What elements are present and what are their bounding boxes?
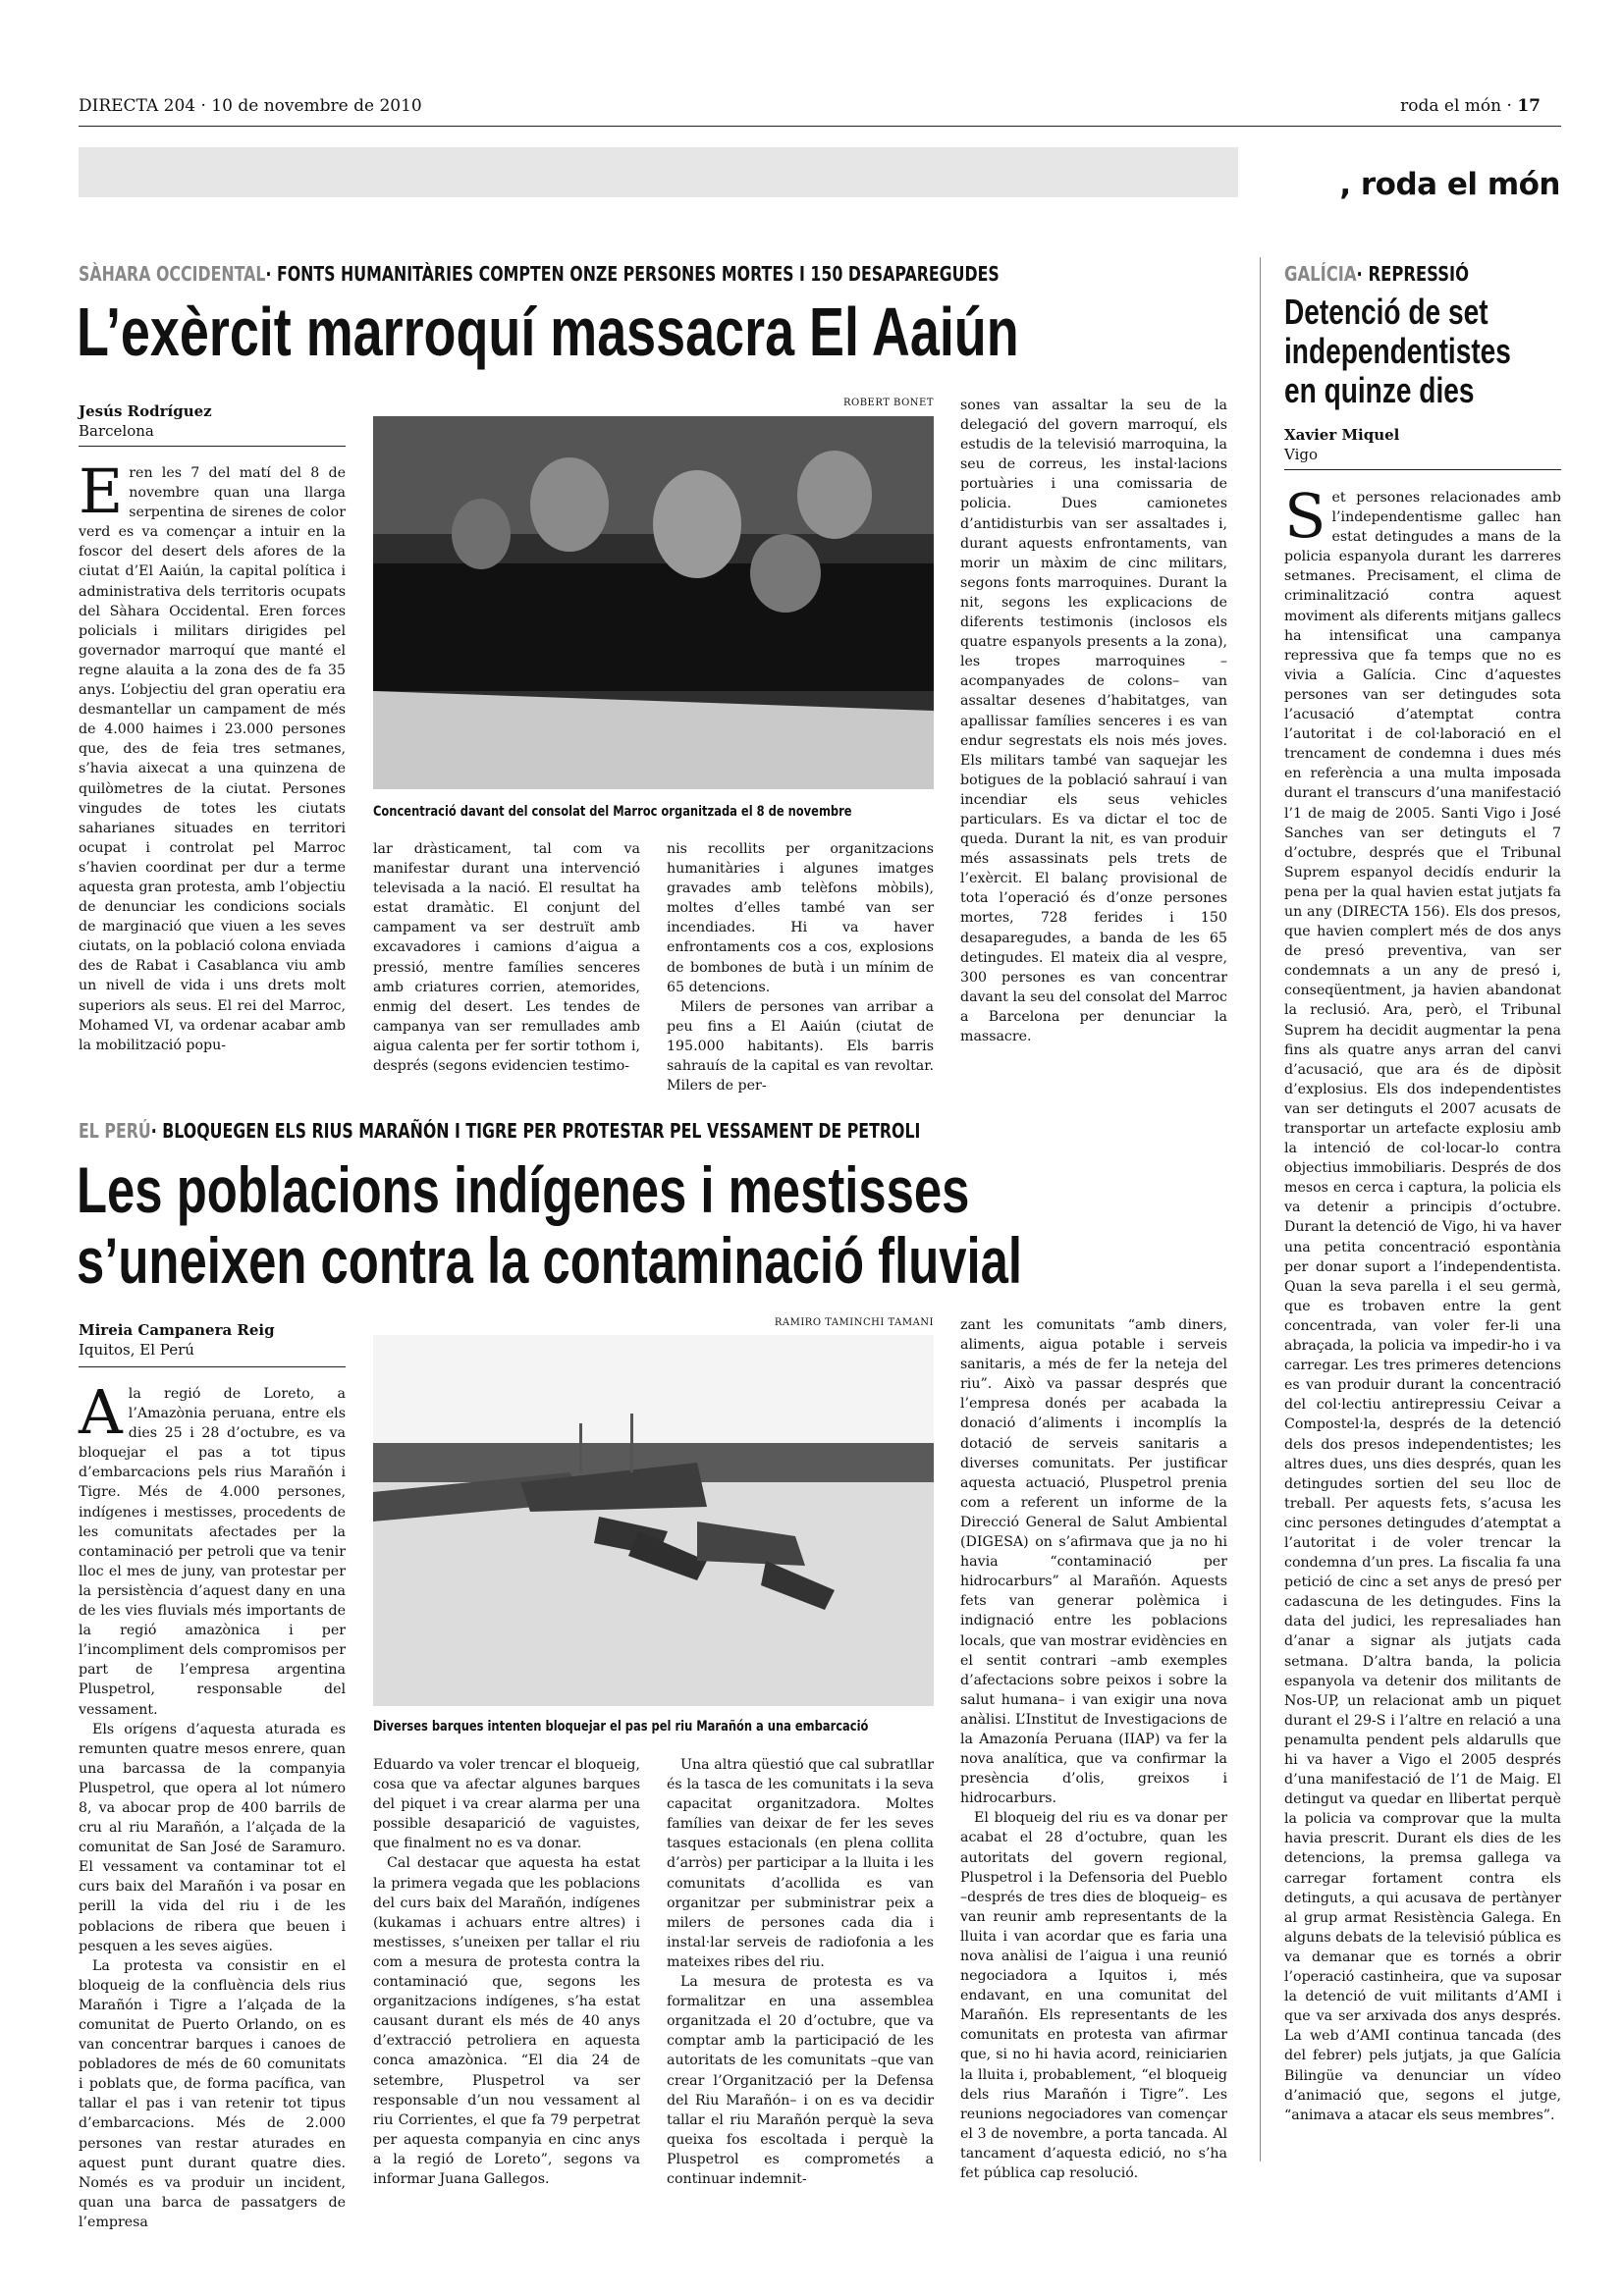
article1-headline: L’exèrcit marroquí massacra El Aaiún [77, 294, 1019, 370]
article1-kicker-text: · FONTS HUMANITÀRIES COMPTEN ONZE PERSONES MORTES I 150 DESAPAREGUDES [265, 262, 1000, 286]
article1-col3-p1: nis recollits per organitzacions humanitàries i algunes imatges gravades amb telèfons mòbils), moltes d’elles també van ser incendiades. Hi va haver enfrontaments cos a cos, explosions de bombones de butà i un mínim de 65 detencions. [667, 841, 934, 995]
article2-caption: Diverses barques intenten bloquejar el pas pel riu Marañón a una embarcació [373, 1719, 869, 1735]
article3-location: Vigo [1284, 446, 1318, 463]
article2-author: Mireia Campanera Reig [79, 1321, 275, 1339]
article3-column [1284, 480, 1561, 2181]
article1-col1-text: ren les 7 del matí del 8 de novembre quan una llarga serpentina de sirenes de color verd es va començar a intuir en la foscor del desert dels afores de la ciutat d’El Aaiún, la capital política i administrativa dels territoris ocupats del Sàhara Occidental. Eren forces policials i militars dirigides pel governador marroquí que manté el regne alauita a la zona des de fa 35 anys. L’objectiu del gran operatiu era desmantellar un campament de més de 4.000 haimes i 23.000 persones que, des de feia tres setmanes, s’havia aixecat a una quinzena de quilòmetres de la ciutat. Persones vingudes de totes les ciutats saharianes situades en territori ocupat i controlat pel Marroc s’havien coordinat per dur a terme aquesta gran protesta, amb l’objectiu de denunciar les condicions socials de marginació que viuen a les seves ciutats, on la població colona enviada des de Rabat i Casablanca viu amb un nivell de vida i uns drets molt superiors als seus. El rei del Marroc, Mohamed VI, va ordenar acabar amb la mobilització popu- [79, 465, 346, 1053]
article1-byline [79, 401, 344, 441]
article2-col2-p2: Cal destacar que aquesta ha estat la primera vegada que les poblacions del curs baix del Marañón, indígenes (kukamas i achuars entre altres) i mestisses, s’uneixen per tallar el riu com a mesura de protesta contra la contaminació que, segons les organitzacions indígenes, s’ha estat causant durant els més de 40 anys d’extracció petroliera en aquesta conca amazònica. “El dia 24 de setembre, Pluspetrol va ser responsable d’un nou vessament al riu Corrientes, el que fa 79 perpetrat per aquesta companyia en cinc anys a la regió de Loreto”, segons va informar Juana Gallegos. [373, 1855, 640, 2187]
section-band [79, 147, 1238, 197]
article1-col3-p2: Milers de persones van arribar a peu fins a El Aaiún (ciutat de 195.000 habitants). Els barris sahrauís de la capital es van revoltar. Milers de per- [667, 998, 934, 1095]
article1-kicker [79, 262, 1000, 286]
page-number: 17 [1517, 96, 1541, 116]
article3-kicker [1284, 262, 1469, 286]
article2-headline-line1: Les poblacions indígenes i mestisses [77, 1153, 970, 1226]
article2-col4-p2: El bloqueig del riu es va donar per acabat el 28 d’octubre, quan les autoritats del govern regional, Pluspetrol i la Defensoria del Pueblo –després de tres dies de bloqueig– es van reunir amb representants de la lluita i van acordar que es faria una nova anàlisi de l’aigua i una reunió negociadora a Iquitos i, més endavant, en una comunitat del Marañón. Els representants de les comunitats en protesta van afirmar que, si no hi havia acord, reiniciarien la lluita i, probablement, “el bloqueig dels rius Marañón i Tigre”. Les reunions negociadores van començar el 3 de novembre, a porta tancada. Al tancament d’aquesta edició, no s’ha fet pública cap resolució. [960, 1810, 1227, 2182]
article3-byline [1284, 425, 1559, 464]
article3-headline [1284, 293, 1511, 410]
section-band-title: , roda el món [1339, 167, 1560, 202]
article3-byline-rule [1284, 469, 1561, 470]
article3-headline-line1: Detenció de set [1284, 292, 1488, 332]
article2-column-3 [667, 1755, 934, 2187]
article1-caption: Concentració davant del consolat del Marroc organitzada el 8 de novembre [373, 804, 852, 820]
running-head-left: DIRECTA 204 · 10 de novembre de 2010 [79, 96, 422, 116]
article2-kicker-text: · BLOQUEGEN ELS RIUS MARAÑÓN I TIGRE PER PROTESTAR PEL VESSAMENT DE PETROLI [150, 1119, 921, 1143]
article2-column-1 [79, 1376, 346, 2230]
article1-col2-text: lar dràsticament, tal com va manifestar durant una intervenció televisada a la nació. El resultat ha estat dramàtic. El conjunt del campament va ser destruït amb excavadores i camions d’aigua a pressió, mentre famílies senceres amb criatures corrien, atemorides, enmig del desert. Les tendes de campanya van ser remullades amb aigua calenta per fer sortir tothom i, després (segons evidencien testimo- [373, 841, 640, 1075]
article2-col3-p2: La mesura de protesta es va formalitzar en una assemblea organitzada el 20 d’octubre, que va comptar amb la participació de les autoritats de les comunitats –que van crear l’Organització per la Defensa del Riu Marañón– i on es va decidir tallar el riu Marañón perquè la seva queixa fos escoltada i perquè la Pluspetrol es comprometés a continuar indemnit- [667, 1974, 934, 2187]
article2-column-4 [960, 1315, 1227, 2182]
article2-headline [77, 1154, 1022, 1296]
article1-photo [373, 416, 934, 789]
article1-kicker-section: SÀHARA OCCIDENTAL [79, 262, 266, 286]
article2-kicker-section: EL PERÚ [79, 1119, 151, 1143]
article1-byline-rule [79, 446, 346, 447]
article1-dropcap: E [79, 455, 124, 527]
article3-headline-line3: en quinze dies [1284, 370, 1475, 410]
article2-dropcap: A [79, 1376, 123, 1448]
article2-col1-p2: Els orígens d’aquesta aturada es remunten quatre mesos enrere, quan una barcassa de la companyia Pluspetrol, que opera al lot número 8, va abocar prop de 400 barrils de cru al riu Marañón, a l’alçada de la comunitat de San José de Saramuro. El vessament va contaminar tot el curs baix del Marañón i va posar en perill la vida del riu i de les poblacions de ribera que beuen i pesquen a les seves aigües. [79, 1721, 346, 1954]
article2-byline-rule [79, 1366, 346, 1367]
article1-author: Jesús Rodríguez [79, 402, 212, 420]
article1-column-3 [667, 839, 934, 1095]
article1-col4-text: sones van assaltar la seu de la delegació del govern marroquí, els estudis de la televisió marroquina, la seu de correus, les instal·lacions portuàries i una comissaria de policia. Dues camionetes d’antidisturbis van ser assaltades i, durant aquests enfrontaments, van morir un màxim de cinc militars, segons fonts marroquines. Durant la nit, segons les explicacions de diferents testimonis (inclosos els quatre espanyols presents a la zona), les tropes marroquines –acompanyades de colons– van assaltar desenes d’habitatges, van apallissar famílies senceres i es van endur segrestats els nois més joves. Els militars també van saquejar les botigues de la població sahrauí i van incendiar els seus vehicles particulars. Es va dictar el toc de queda. Durant la nit, es van produir més assassinats pels trets de l’exèrcit. El balanç provisional de tota l’operació és d’onze persones mortes, 728 ferides i 150 desaparegudes, a banda de les 65 detingudes. El mateix dia al vespre, 300 persones es van concentrar davant la seu del consolat del Marroc a Barcelona per denunciar la massacre. [960, 398, 1227, 1044]
article2-headline-line2: s’uneixen contra la contaminació fluvial [77, 1224, 1023, 1297]
article2-location: Iquitos, El Perú [79, 1341, 194, 1359]
article3-dropcap: S [1284, 480, 1326, 552]
article1-photo-credit: ROBERT BONET [842, 398, 934, 408]
article2-column-2 [373, 1755, 640, 2187]
article2-col1-p1: la regió de Loreto, a l’Amazònia peruana, entre els dies 25 i 28 d’octubre, es va bloquejar el pas a tot tipus d’embarcacions pels rius Marañón i Tigre. Més de 4.000 persones, indígenes i mestisses, procedents de les comunitats afectades per la contaminació per petroli que va tenir lloc el mes de juny, van protestar per la persistència d’aquest dany en una de les vies fluvials més importants de la regió amazònica i per l’incompliment dels compromisos per part de l’empresa argentina Pluspetrol, responsable del vessament. [79, 1386, 346, 1718]
article3-author: Xavier Miquel [1284, 426, 1400, 444]
article2-col1-p3: La protesta va consistir en el bloqueig de la confluència dels rius Marañón i Tigre a l’alçada de la comunitat de Puerto Orlando, on es van concentrar barques i canoes de pobladores de més de 60 comunitats i poblats que, de forma pacífica, van tallar el pas i van retenir tot tipus d’embarcacions. Més de 2.000 persones van restar aturades en aquest punt durant quatre dies. Només es va produir un incident, quan una barca de passatgers de l’empresa [79, 1957, 346, 2230]
protest-photo [373, 416, 934, 789]
article1-column-4 [960, 396, 1227, 1088]
section-name: roda el món [1400, 96, 1502, 116]
article1-location: Barcelona [79, 422, 154, 440]
article2-photo-credit: RAMIRO TAMINCHI TAMANI [774, 1317, 934, 1328]
article2-col3-p1: Una altra qüestió que cal subratllar és la tasca de les comunitats i la seva capacitat organitzadora. Moltes famílies van deixar de fer les seves tasques estacionals (en plena collita d’arròs) per participar a la lluita i les comunitats d’acollida es van organitzar per subministrar peix a milers de persones cada dia i instal·lar serveis de radiofonia a les mateixes ribes del riu. [667, 1757, 934, 1970]
article2-photo [373, 1335, 934, 1706]
article2-kicker [79, 1119, 920, 1143]
header-rule [79, 126, 1561, 127]
article3-headline-line2: independentistes [1284, 331, 1511, 371]
sidebar-divider [1260, 257, 1261, 2162]
article3-kicker-text: · REPRESSIÓ [1356, 262, 1470, 286]
article1-column-2 [373, 839, 640, 1090]
article2-col4-p1: zant les comunitats “amb diners, aliments, aigua potable i serveis sanitaris, a més de fer la neteja del riu”. Això va passar després que l’empresa donés per acabada la donació d’aliments i incomplís la dotació de serveis sanitaris a diverses comunitats. Per justificar aquesta actuació, Pluspetrol prenia com a referent un informe de la Direcció General de Salut Ambiental (DIGESA) on s’afirmava que ja no hi havia “contaminació per hidrocarburs” al Marañón. Aquests fets van generar polèmica i indignació entre les poblacions locals, que van mostrar evidències en el sentit contrari –amb exemples d’afectacions sobre peixos i sobre la salut humana– i van exigir una nova anàlisi. L’Institut de Investigacions de la Amazonía Peruana (IIAP) va fer la nova analítica, que va confirmar la presència d’olis, greixos i hidrocarburs. [960, 1317, 1227, 1807]
article2-col2-p1: Eduardo va voler trencar el bloqueig, cosa que va afectar algunes barques del piquet i va crear alarma per una possible desaparició de vaguistes, que finalment no es va donar. [373, 1757, 640, 1852]
article3-kicker-section: GALÍCIA [1284, 262, 1357, 286]
running-head-right: roda el món · 17 [1400, 96, 1541, 116]
article3-body: et persones relacionades amb l’independentisme gallec han estat detingudes a mans de la policia espanyola durant les darreres setmanes. Precisament, el clima de criminalització contra aquest moviment als diferents mitjans gallecs ha intensificat una campanya repressiva que fa temps que no es vivia a Galícia. Cinc d’aquestes persones van ser detingudes sota l’acusació d’atemptat contra l’autoritat i de col·laboració en el trencament de condemna i dues més en referència a una multa imposada durant el transcurs d’una manifestació l’1 de maig de 2005. Santi Vigo i José Sanches van ser detinguts el 7 d’octubre, després que el Tribunal Suprem espanyol decidís endurir la pena per la qual havien estat jutjats fa un any (DIRECTA 156). Els dos presos, que havien complert més de dos anys de presó preventiva, van ser condemnats a un any de presó i, conseqüentment, ja havien abandonat la reclusió. Ara, però, el Tribunal Suprem ha decidit augmentar la pena fins als quatre anys arran del canvi d’acusació, que ara és de dipòsit d’explosius. Els dos independentistes van ser detinguts el 2007 acusats de transportar un artefacte explosiu amb la intenció de col·locar-lo contra objectius immobiliaris. Després de dos mesos en cerca i captura, la policia els va detenir a principis d’octubre. Durant la detenció de Vigo, hi va haver una petita concentració espontània per donar suport a l’independentista. Quan la seva parella i el seu germà, que es trobaven entre la gent concentrada, van voler fer-li una abraçada, la policia va impedir-ho i va carregar. Les tres primeres detencions es van produir durant la concentració del col·lectiu antirepressiu Ceivar a Compostel·la, després de la detenció dels dos presos independentistes; les altres dues, uns dies després, quan les detingudes sortien del seu lloc de treball. Per aquests fets, s’acusa les cinc persones detingudes d’atemptat a l’autoritat i de voler trencar la condemna d’un pres. La fiscalia fa una petició de cinc a set anys de presó per cadascuna de les detingudes. Fins la data del judici, les represaliades han d’anar a signar als jutjats cada setmana. D’altra banda, la policia espanyola va detenir dos militants de Nos-UP, un relacionat amb un piquet durant el 29-S i l’altre en relació a una penamulta pendent pels aldarulls que hi va haver a Vigo el 2005 després d’una manifestació de l’1 de Maig. El detingut va quedar en llibertat perquè la policia va comprovar que la multa havia prescrit. Durant els dies de les detencions, la premsa gallega va carregar fortament contra els detinguts, a qui acusava de pertànyer al grup armat Resistència Galega. En alguns debats de la televisió pública es va demanar que es tornés a obrir l’operació castinheira, que va suposar la detenció de vuit militants d’AMI i que va ser arxivada dos anys després. La web d’AMI continua tancada (des del febrer) pels jutjats, ja que Galícia Bilingüe va denunciar un vídeo d’animació que, segons el jutge, “animava a atacar els seus membres”. [1284, 490, 1561, 2123]
article2-byline [79, 1320, 346, 1360]
river-boats-photo [373, 1335, 934, 1706]
